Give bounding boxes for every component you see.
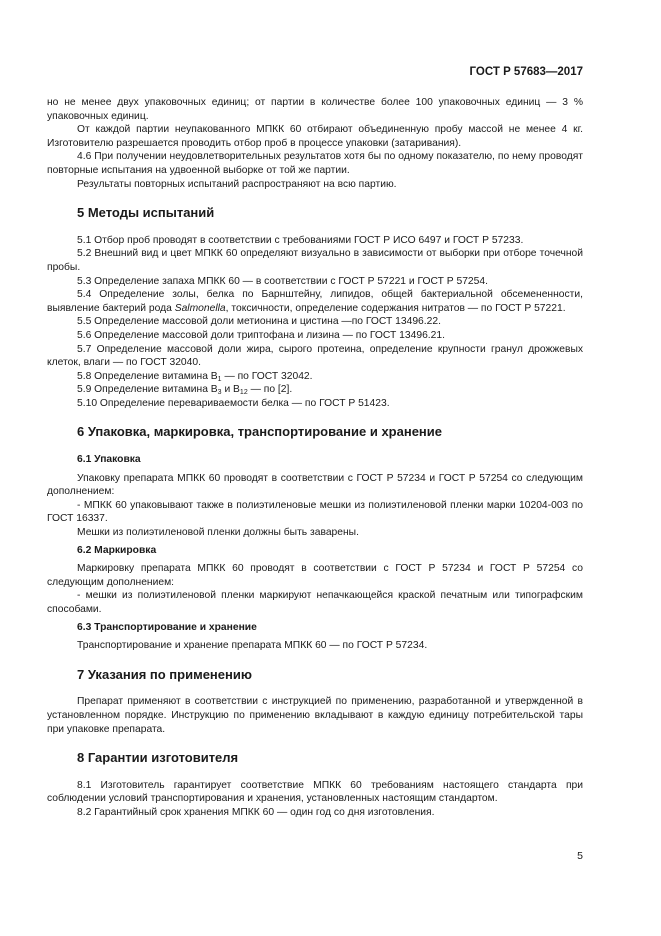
page-number: 5 bbox=[577, 850, 583, 862]
subsection-heading: 6.2 Маркировка bbox=[77, 544, 157, 556]
paragraph: - мешки из полиэтиленовой пленки маркируют непачкающейся краской печатным или типографским способами. bbox=[47, 590, 583, 615]
paragraph: Маркировку препарата МПКК 60 проводят в соответствии с ГОСТ Р 57234 и ГОСТ Р 57254 со следующим дополнением: bbox=[47, 563, 583, 588]
paragraph: Транспортирование и хранение препарата МПКК 60 — по ГОСТ Р 57234. bbox=[77, 640, 428, 652]
paragraph: 5.10 Определение перевариваемости белка — по ГОСТ Р 51423. bbox=[77, 397, 390, 409]
section-heading: 5 Методы испытаний bbox=[77, 205, 215, 221]
paragraph: 5.7 Определение массовой доли жира, сырого протеина, определение крупности гранул дрожжевых клеток, влаги — по ГОСТ 32040. bbox=[47, 343, 583, 369]
paragraph: Препарат применяют в соответствии с инструкцией по применению, разработанной и утвержденной в установленном порядке. Инструкцию по применению вкладывают в каждую единицу потребительской тары при упаковке препарата. bbox=[47, 696, 583, 735]
text-span: , токсичности, определение содержания нитратов — по ГОСТ Р 57221. bbox=[225, 302, 566, 314]
section-heading: 8 Гарантии изготовителя bbox=[77, 750, 239, 766]
text-span: 5.8 Определение витамина В bbox=[77, 370, 218, 382]
subscript: 3 bbox=[217, 389, 222, 397]
document-id-header: ГОСТ Р 57683—2017 bbox=[469, 66, 583, 78]
subsection-heading: 6.3 Транспортирование и хранение bbox=[77, 621, 257, 633]
paragraph bbox=[47, 383, 583, 397]
paragraph: Мешки из полиэтиленовой пленки должны быть заварены. bbox=[77, 527, 359, 539]
subscript: 1 bbox=[217, 375, 222, 383]
text-span: 5.9 Определение витамина В bbox=[77, 384, 218, 396]
subsection-heading: 6.1 Упаковка bbox=[77, 454, 141, 466]
text-span: — по [2]. bbox=[247, 384, 293, 396]
paragraph: 5.1 Отбор проб проводят в соответствии с требованиями ГОСТ Р ИСО 6497 и ГОСТ Р 57233. bbox=[77, 234, 524, 246]
text-span: и В bbox=[221, 384, 240, 396]
paragraph: - МПКК 60 упаковывают также в полиэтиленовые мешки из полиэтиленовой пленки марки 10204-003 по ГОСТ 16337. bbox=[47, 499, 583, 525]
document-body bbox=[47, 96, 583, 820]
paragraph: 5.2 Внешний вид и цвет МПКК 60 определяют визуально в зависимости от выборки при отборе точечной пробы. bbox=[47, 248, 583, 273]
paragraph: 8.1 Изготовитель гарантирует соответствие МПКК 60 требованиям настоящего стандарта при соблюдении условий транспортирования и хранения, установленных настоящим стандартом. bbox=[47, 779, 583, 805]
paragraph: но не менее двух упаковочных единиц; от партии в количестве более 100 упаковочных единиц — 3 % упаковочных единиц. bbox=[47, 97, 583, 122]
paragraph: 5.6 Определение массовой доли триптофана и лизина — по ГОСТ 13496.21. bbox=[77, 329, 445, 341]
paragraph: 5.5 Определение массовой доли метионина и цистина —по ГОСТ 13496.22. bbox=[77, 316, 441, 328]
section-heading: 7 Указания по применению bbox=[77, 666, 252, 682]
paragraph: Упаковку препарата МПКК 60 проводят в соответствии с ГОСТ Р 57234 и ГОСТ Р 57254 со следующим дополнением: bbox=[47, 472, 583, 498]
section-heading: 6 Упаковка, маркировка, транспортирование и хранение bbox=[77, 424, 443, 440]
paragraph bbox=[47, 370, 583, 384]
paragraph: 8.2 Гарантийный срок хранения МПКК 60 — один год со дня изготовления. bbox=[77, 806, 435, 818]
paragraph: От каждой партии неупакованного МПКК 60 отбирают объединенную пробу массой не менее 4 кг. Изготовителю разрешается проводить отбор проб в процессе упаковки (затаривания). bbox=[47, 124, 583, 149]
subscript: 12 bbox=[239, 389, 248, 397]
text-span: — по ГОСТ 32042. bbox=[221, 370, 313, 382]
paragraph: 4.6 При получении неудовлетворительных результатов хотя бы по одному показателю, по нему проводят повторные испытания на удвоенной выборке от той же партии. bbox=[47, 151, 583, 176]
italic-term: Salmonella bbox=[174, 302, 226, 314]
paragraph bbox=[47, 288, 583, 315]
paragraph: 5.3 Определение запаха МПКК 60 — в соответствии с ГОСТ Р 57221 и ГОСТ Р 57254. bbox=[77, 275, 488, 287]
paragraph: Результаты повторных испытаний распространяют на всю партию. bbox=[77, 178, 397, 190]
text-span: 5.4 Определение золы, белка по Барнштейну, липидов, общей бактериальной обсемененности, выявление бактерий рода bbox=[47, 289, 583, 314]
